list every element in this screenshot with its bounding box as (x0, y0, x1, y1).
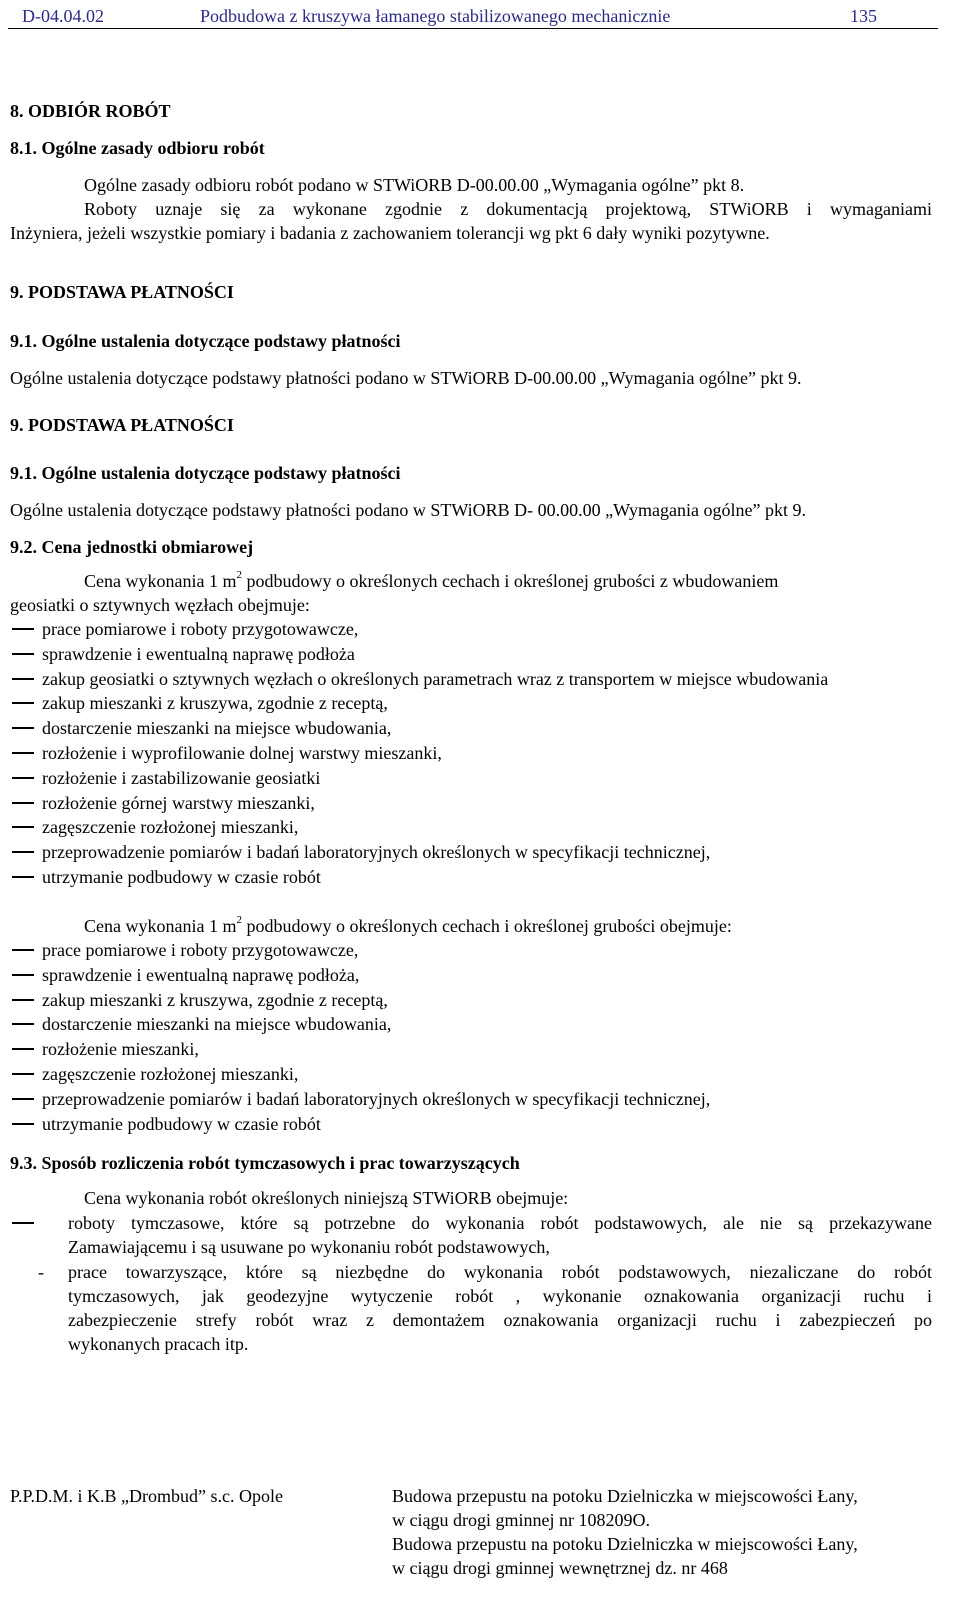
list-dash-marker (12, 826, 34, 828)
list-item-text: sprawdzenie i ewentualną naprawę podłoża (42, 643, 355, 664)
page-number: 135 (850, 6, 877, 26)
intro1-text-b: podbudowy o określonych cechach i określonej grubości z wbudowaniem (241, 571, 779, 591)
list-dash-marker (12, 876, 34, 878)
list-item-text: zakup mieszanki z kruszywa, zgodnie z receptą, (42, 989, 388, 1010)
section-9-2-heading: 9.2. Cena jednostki obmiarowej (10, 537, 254, 557)
list-item (0, 741, 940, 765)
s93-item1-line1: roboty tymczasowe, które są potrzebne do wykonania robót podstawowych, ale nie są przekazywane (68, 1213, 932, 1233)
list-item-text: utrzymanie podbudowy w czasie robót (42, 867, 321, 887)
list-dash-marker (12, 999, 34, 1001)
footer-project-line4: w ciągu drogi gminnej wewnętrznej dz. nr 468 (392, 1558, 728, 1578)
list-dash-marker (12, 1123, 34, 1125)
list-item-text: przeprowadzenie pomiarów i badań laboratoryjnych określonych w specyfikacji technicznej, (42, 842, 711, 863)
list-item (0, 865, 940, 889)
section-9-2-intro2 (84, 914, 732, 938)
s93-item2-line4: wykonanych pracach itp. (68, 1334, 249, 1354)
intro1-text-a: Cena wykonania 1 m (84, 571, 237, 591)
list-item (0, 617, 940, 641)
section-9-3-heading: 9.3. Sposób rozliczenia robót tymczasowych i prac towarzyszących (10, 1153, 520, 1173)
list-item-text: prace pomiarowe i roboty przygotowawcze, (42, 619, 359, 639)
s93-item2-marker: - (38, 1262, 44, 1282)
list-dash-marker (12, 1222, 34, 1224)
list-dash-marker (12, 949, 34, 951)
section-9-1-text: Ogólne ustalenia dotyczące podstawy płatności podano w STWiORB D-00.00.00 „Wymagania ogólne” pkt 9. (10, 368, 802, 388)
list-item (0, 691, 940, 715)
list-item (0, 716, 940, 740)
intro2-text-a: Cena wykonania 1 m (84, 916, 237, 936)
page-header (8, 2, 938, 29)
spec-title: Podbudowa z kruszywa łamanego stabilizowanego mechanicznie (200, 6, 671, 26)
section-8-1-line2: Roboty uznaje się za wykonane zgodnie z dokumentacją projektową, STWiORB i wymaganiami (84, 199, 932, 219)
list-item-text: rozłożenie mieszanki, (42, 1039, 199, 1060)
list-item (0, 791, 940, 815)
list-item-text: sprawdzenie i ewentualną naprawę podłoża, (42, 964, 360, 985)
list-item-text: zagęszczenie rozłożonej mieszanki, (42, 817, 299, 838)
intro2-sup: 2 (236, 914, 242, 926)
s93-item2-line1: prace towarzyszące, które są niezbędne do wykonania robót podstawowych, niezaliczane do robót (68, 1262, 932, 1282)
section-9-1-heading-repeat: 9.1. Ogólne ustalenia dotyczące podstawy płatności (10, 463, 401, 483)
list-item (0, 1062, 940, 1086)
list-dash-marker (12, 628, 34, 630)
s93-item2-line2: tymczasowych, jak geodezyjne wytyczenie robót , wykonanie oznakowania organizacji ruchu i (68, 1286, 932, 1306)
list-item (0, 963, 940, 987)
section-9-1-heading: 9.1. Ogólne ustalenia dotyczące podstawy płatności (10, 331, 401, 351)
section-9-heading-repeat: 9. PODSTAWA PŁATNOŚCI (10, 415, 234, 435)
list-item (0, 1037, 940, 1061)
section-9-1-text-repeat: Ogólne ustalenia dotyczące podstawy płatności podano w STWiORB D- 00.00.00 „Wymagania ogólne” pkt 9. (10, 500, 807, 520)
footer-project-line3: Budowa przepustu na potoku Dzielniczka w miejscowości Łany, (392, 1534, 858, 1554)
section-9-2-intro1-cont: geosiatki o sztywnych węzłach obejmuje: (10, 595, 310, 615)
list-item-text: rozłożenie i zastabilizowanie geosiatki (42, 767, 321, 788)
list-item-text: prace pomiarowe i roboty przygotowawcze, (42, 940, 359, 960)
list-item-text: przeprowadzenie pomiarów i badań laboratoryjnych określonych w specyfikacji technicznej, (42, 1088, 711, 1109)
list-item (0, 642, 940, 666)
list-item-text: dostarczenie mieszanki na miejsce wbudowania, (42, 1014, 392, 1035)
list-dash-marker (12, 974, 34, 976)
list-item (0, 938, 940, 962)
list-item-text: dostarczenie mieszanki na miejsce wbudowania, (42, 718, 392, 739)
section-9-heading: 9. PODSTAWA PŁATNOŚCI (10, 282, 234, 302)
s93-item1-line2: Zamawiającemu i są usuwane po wykonaniu robót podstawowych, (68, 1237, 550, 1257)
footer-company: P.P.D.M. i K.B „Drombud” s.c. Opole (10, 1486, 283, 1506)
list-item-text: zakup geosiatki o sztywnych węzłach o określonych parametrach wraz z transportem w miejsce wbudowania (42, 668, 829, 689)
list-dash-marker (12, 653, 34, 655)
list-dash-marker (12, 1023, 34, 1025)
section-9-2-intro1 (84, 569, 778, 593)
spec-code: D-04.04.02 (22, 6, 104, 26)
section-8-1-heading: 8.1. Ogólne zasady odbioru robót (10, 138, 265, 158)
list-item (0, 1012, 940, 1036)
list-item-text: zagęszczenie rozłożonej mieszanki, (42, 1064, 299, 1084)
footer-project-line1: Budowa przepustu na potoku Dzielniczka w miejscowości Łany, (392, 1486, 858, 1506)
list-item (0, 667, 940, 691)
list-dash-marker (12, 727, 34, 729)
list-dash-marker (12, 752, 34, 754)
list-item-text: utrzymanie podbudowy w czasie robót (42, 1113, 321, 1134)
list-dash-marker (12, 702, 34, 704)
list-dash-marker (12, 678, 34, 680)
section-8-heading: 8. ODBIÓR ROBÓT (10, 101, 171, 121)
list-dash-marker (12, 1098, 34, 1100)
list-dash-marker (12, 1073, 34, 1075)
list-item (0, 815, 940, 839)
list-item-text: rozłożenie i wyprofilowanie dolnej warstwy mieszanki, (42, 743, 442, 763)
list-item (0, 1087, 940, 1111)
list-dash-marker (12, 777, 34, 779)
section-8-1-line1: Ogólne zasady odbioru robót podano w STWiORB D-00.00.00 „Wymagania ogólne” pkt 8. (84, 175, 745, 195)
list-item-text: zakup mieszanki z kruszywa, zgodnie z receptą, (42, 693, 388, 714)
section-9-3-intro: Cena wykonania robót określonych niniejszą STWiORB obejmuje: (84, 1188, 569, 1208)
s93-item2-line3: zabezpieczenie strefy robót wraz z demontażem oznakowania organizacji ruchu i zabezpieczeń po (68, 1310, 932, 1330)
list-item (0, 988, 940, 1012)
list-item (0, 1112, 940, 1136)
section-8-1-line3: Inżyniera, jeżeli wszystkie pomiary i badania z zachowaniem tolerancji wg pkt 6 dały wyniki pozytywne. (10, 223, 770, 243)
list-item-text: rozłożenie górnej warstwy mieszanki, (42, 792, 315, 813)
footer-project-line2: w ciągu drogi gminnej nr 108209O. (392, 1510, 650, 1530)
list-dash-marker (12, 851, 34, 853)
list-item (0, 766, 940, 790)
intro1-sup: 2 (236, 569, 242, 581)
intro2-text-b: podbudowy o określonych cechach i określonej grubości obejmuje: (241, 916, 732, 936)
list-item (0, 840, 940, 864)
list-dash-marker (12, 802, 34, 804)
list-dash-marker (12, 1048, 34, 1050)
